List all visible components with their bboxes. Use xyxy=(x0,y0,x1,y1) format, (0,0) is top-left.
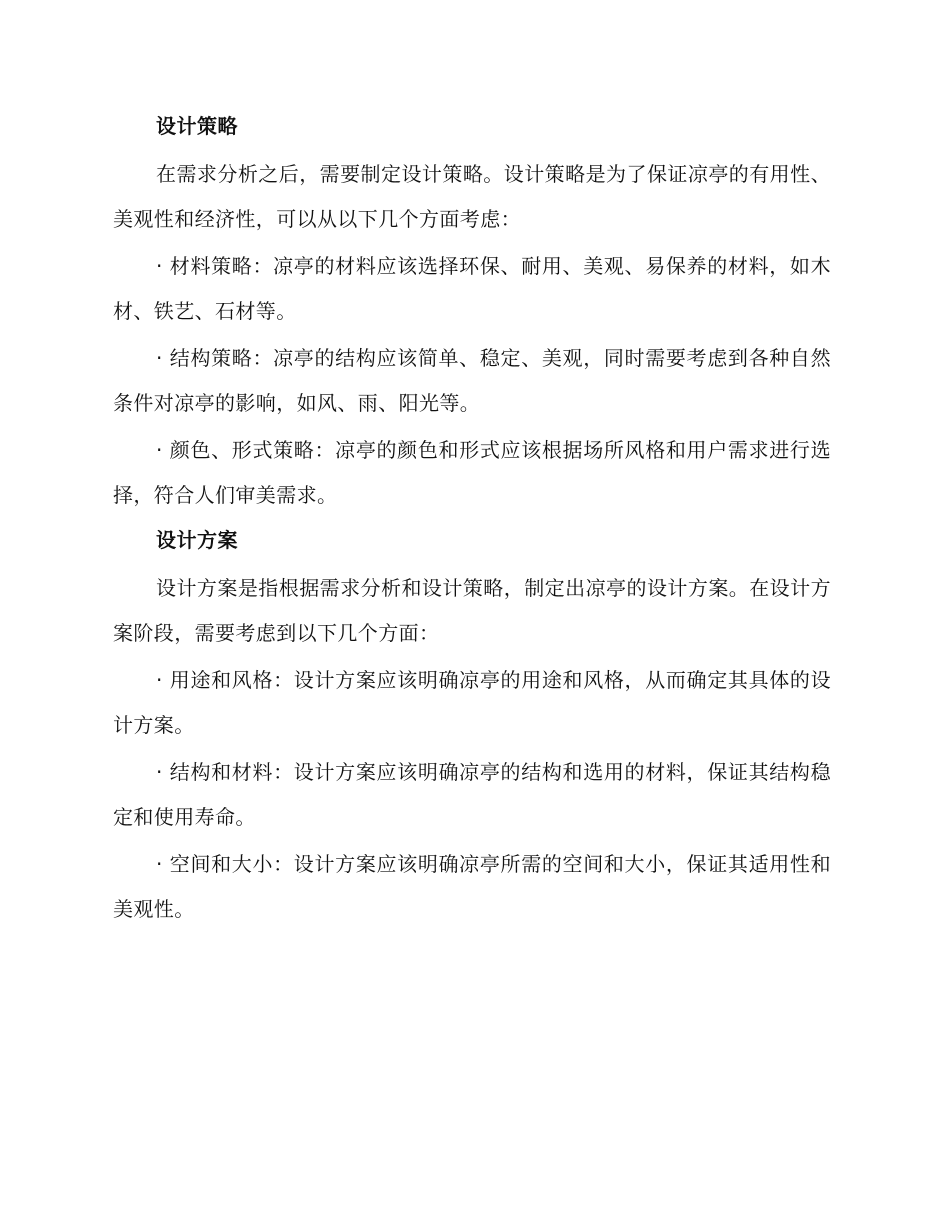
paragraph: 在需求分析之后，需要制定设计策略。设计策略是为了保证凉亭的有用性、美观性和经济性，可以从以下几个方面考虑： xyxy=(113,162,831,231)
bullet-paragraph: · 结构策略：凉亭的结构应该简单、稳定、美观，同时需要考虑到各种自然条件对凉亭的影响，如风、雨、阳光等。 xyxy=(113,346,831,415)
section-heading: 设计方案 xyxy=(156,528,238,552)
document-page xyxy=(113,108,831,934)
bullet-paragraph: · 材料策略：凉亭的材料应该选择环保、耐用、美观、易保养的材料，如木材、铁艺、石材等。 xyxy=(113,254,831,323)
section-heading: 设计策略 xyxy=(156,114,238,138)
bullet-paragraph: · 结构和材料：设计方案应该明确凉亭的结构和选用的材料，保证其结构稳定和使用寿命。 xyxy=(113,760,831,829)
section-design-strategy xyxy=(113,108,831,518)
paragraph: 设计方案是指根据需求分析和设计策略，制定出凉亭的设计方案。在设计方案阶段，需要考虑到以下几个方面： xyxy=(113,576,831,645)
section-design-plan xyxy=(113,522,831,932)
bullet-paragraph: · 空间和大小：设计方案应该明确凉亭所需的空间和大小，保证其适用性和美观性。 xyxy=(113,852,831,921)
bullet-paragraph: · 用途和风格：设计方案应该明确凉亭的用途和风格，从而确定其具体的设计方案。 xyxy=(113,668,831,737)
bullet-paragraph: · 颜色、形式策略：凉亭的颜色和形式应该根据场所风格和用户需求进行选择，符合人们审美需求。 xyxy=(113,438,831,507)
